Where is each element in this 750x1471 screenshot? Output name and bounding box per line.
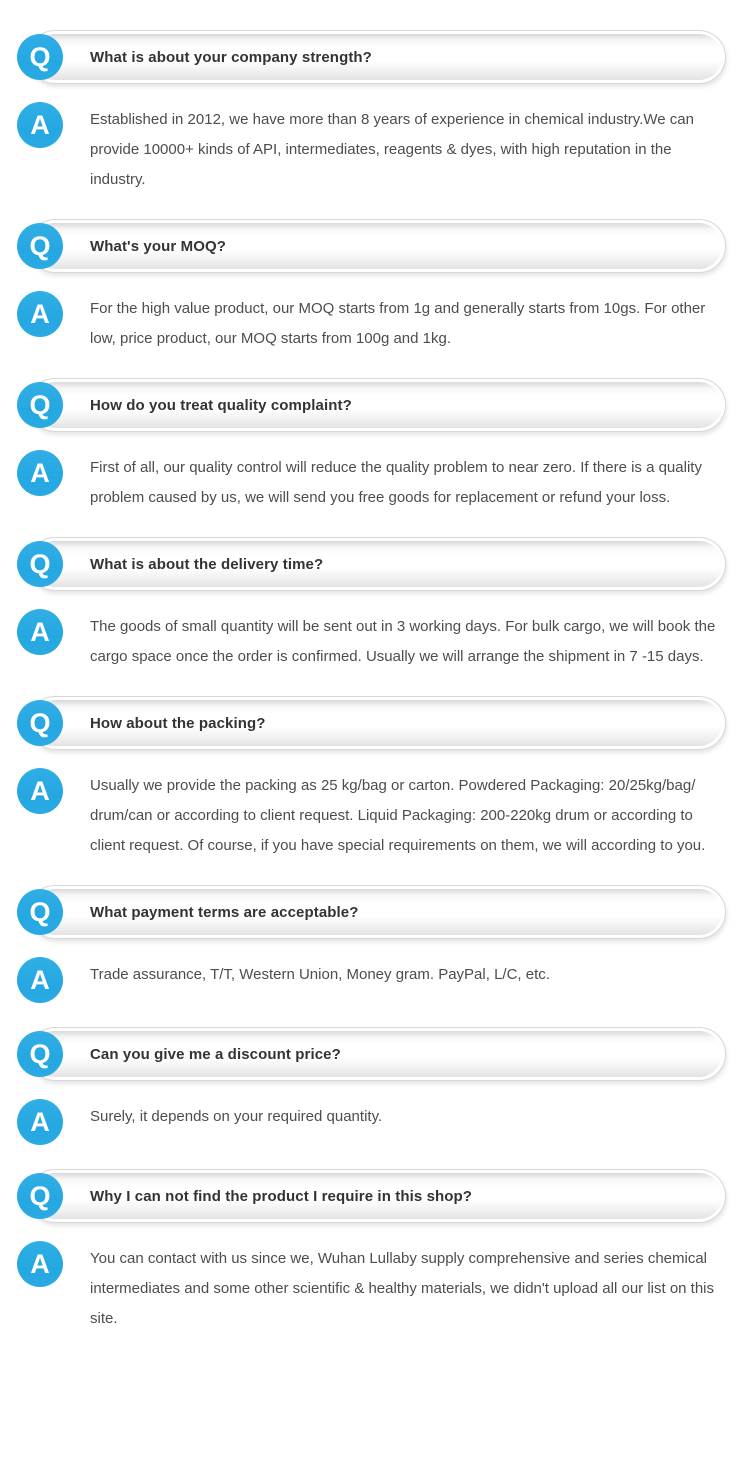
question-text: What payment terms are acceptable? [90, 903, 359, 921]
answer-text: Established in 2012, we have more than 8 years of experience in chemical industry.We can provide 10000+ kinds of API, intermediates, reagents & dyes, with high reputation in the industry. [90, 111, 694, 188]
question-text: What is about your company strength? [90, 48, 372, 66]
question-text: How do you treat quality complaint? [90, 396, 352, 414]
question-badge-icon: Q [17, 541, 63, 587]
question-bar [28, 378, 726, 432]
answer-badge-icon: A [17, 609, 63, 655]
question-text: What's your MOQ? [90, 237, 226, 255]
question-badge-icon: Q [17, 1031, 63, 1077]
answer-row [17, 1241, 726, 1334]
question-row [17, 696, 726, 750]
question-badge-icon: Q [17, 34, 63, 80]
question-bar-inner [32, 223, 722, 269]
question-text: Why I can not find the product I require in this shop? [90, 1187, 473, 1205]
answer-row [17, 291, 726, 354]
answer-badge-icon: A [17, 957, 63, 1003]
faq-item [17, 1027, 726, 1145]
question-bar-inner [32, 1031, 722, 1077]
answer-text: You can contact with us since we, Wuhan Lullaby supply comprehensive and series chemical intermediates and some other scientific & healthy materials, we didn't upload all our list on this site. [90, 1250, 715, 1327]
question-row [17, 378, 726, 432]
question-badge-icon: Q [17, 382, 63, 428]
question-text: What is about the delivery time? [90, 555, 324, 573]
question-bar-inner [32, 889, 722, 935]
question-row [17, 537, 726, 591]
answer-text: For the high value product, our MOQ starts from 1g and generally starts from 10gs. For other low, price product, our MOQ starts from 100g and 1kg. [90, 300, 706, 347]
faq-item [17, 696, 726, 861]
question-bar [28, 1027, 726, 1081]
answer-text: Surely, it depends on your required quantity. [90, 1108, 383, 1125]
answer-badge-icon: A [17, 1099, 63, 1145]
question-bar-inner [32, 541, 722, 587]
faq-item [17, 885, 726, 1003]
faq-item [17, 219, 726, 354]
answer-row [17, 450, 726, 513]
answer-text: Trade assurance, T/T, Western Union, Money gram. PayPal, L/C, etc. [90, 966, 550, 983]
question-bar-inner [32, 382, 722, 428]
faq-item [17, 30, 726, 195]
question-text: How about the packing? [90, 714, 266, 732]
answer-row [17, 957, 726, 1003]
question-row [17, 1169, 726, 1223]
question-row [17, 1027, 726, 1081]
faq-item [17, 1169, 726, 1334]
question-badge-icon: Q [17, 1173, 63, 1219]
answer-badge-icon: A [17, 1241, 63, 1287]
question-row [17, 885, 726, 939]
question-badge-icon: Q [17, 223, 63, 269]
answer-text: The goods of small quantity will be sent out in 3 working days. For bulk cargo, we will book the cargo space once the order is confirmed. Usually we will arrange the shipment in 7 -15 days. [90, 618, 716, 665]
question-badge-icon: Q [17, 889, 63, 935]
faq-item [17, 378, 726, 513]
question-bar-inner [32, 1173, 722, 1219]
answer-badge-icon: A [17, 768, 63, 814]
answer-badge-icon: A [17, 102, 63, 148]
answer-row [17, 609, 726, 672]
question-bar [28, 219, 726, 273]
answer-text: Usually we provide the packing as 25 kg/bag or carton. Powdered Packaging: 20/25kg/bag/ drum/can or according to client request. Liquid Packaging: 200-220kg drum or according to client request. Of course, if you have special requirements on them, we will according to you. [90, 777, 706, 854]
answer-row [17, 768, 726, 861]
faq-item [17, 537, 726, 672]
question-bar [28, 885, 726, 939]
answer-row [17, 1099, 726, 1145]
question-bar-inner [32, 700, 722, 746]
question-bar-inner [32, 34, 722, 80]
question-bar [28, 537, 726, 591]
question-row [17, 219, 726, 273]
question-text: Can you give me a discount price? [90, 1045, 341, 1063]
answer-text: First of all, our quality control will reduce the quality problem to near zero. If there is a quality problem caused by us, we will send you free goods for replacement or refund your loss. [90, 459, 702, 506]
question-bar [28, 696, 726, 750]
answer-badge-icon: A [17, 450, 63, 496]
answer-badge-icon: A [17, 291, 63, 337]
question-bar [28, 30, 726, 84]
answer-row [17, 102, 726, 195]
question-bar [28, 1169, 726, 1223]
question-row [17, 30, 726, 84]
question-badge-icon: Q [17, 700, 63, 746]
